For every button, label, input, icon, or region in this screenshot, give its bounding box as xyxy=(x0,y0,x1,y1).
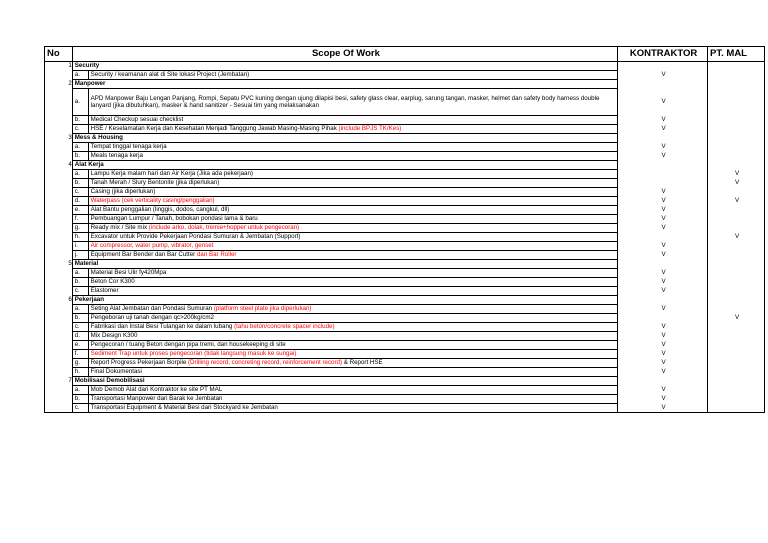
item-description xyxy=(88,179,617,188)
item-row xyxy=(45,368,765,377)
item-row xyxy=(45,188,765,197)
item-description xyxy=(88,152,617,161)
item-text: Meals tenaga kerja xyxy=(90,152,143,159)
item-text: Pembuangan Lumpur / Tanah, bobokan pondasi lama & baru xyxy=(90,215,258,222)
item-number-cell xyxy=(45,170,73,179)
kontraktor-check: V xyxy=(618,242,708,251)
item-row xyxy=(45,287,765,296)
item-description xyxy=(88,197,617,206)
item-row xyxy=(45,242,765,251)
section-row xyxy=(45,296,765,305)
item-row xyxy=(45,350,765,359)
ptmal-check xyxy=(708,251,765,260)
item-row xyxy=(45,170,765,179)
kontraktor-check: V xyxy=(618,395,708,404)
item-text: APD Manpower Baju Lengan Panjang, Rompi, Sepatu PVC kuning dengan ujung dilapisi besi, safety glass clear, earplug, sarung tangan, masker, helmet dan safety body harness double lanyard (jika dibutuhkan), masker & hand sanitizer - Sesuai tim yang melaksanakan xyxy=(90,94,600,109)
item-red-note: (Drilling record, concreting record, reinforcement record) xyxy=(188,359,343,366)
item-letter: j. xyxy=(72,251,88,260)
item-letter: h. xyxy=(72,233,88,242)
item-number-cell xyxy=(45,152,73,161)
kontraktor-check: V xyxy=(618,215,708,224)
item-description xyxy=(88,71,617,80)
kontraktor-cell xyxy=(618,62,708,71)
item-number-cell xyxy=(45,188,73,197)
item-letter: b. xyxy=(72,179,88,188)
item-letter: d. xyxy=(72,197,88,206)
section-row xyxy=(45,260,765,269)
section-row xyxy=(45,377,765,386)
section-row xyxy=(45,80,765,89)
ptmal-check xyxy=(708,242,765,251)
ptmal-check xyxy=(708,341,765,350)
item-row xyxy=(45,197,765,206)
item-description xyxy=(88,341,617,350)
item-letter: e. xyxy=(72,341,88,350)
ptmal-check: V xyxy=(708,314,765,323)
section-number: 7 xyxy=(45,377,73,386)
item-description xyxy=(88,125,617,134)
ptmal-cell xyxy=(708,377,765,386)
item-text: Mix Design K300 xyxy=(90,332,138,339)
item-description xyxy=(88,395,617,404)
item-letter: b. xyxy=(72,116,88,125)
item-number-cell xyxy=(45,242,73,251)
item-red-note: Waterpass (cek verticality casing/penggalian) xyxy=(90,197,215,204)
item-letter: a. xyxy=(72,71,88,80)
item-row xyxy=(45,116,765,125)
section-row xyxy=(45,161,765,170)
item-text: Equipment Bar Bender dan Bar Cutter xyxy=(90,251,197,258)
item-letter: b. xyxy=(72,395,88,404)
item-row xyxy=(45,359,765,368)
section-title: Mobilisasi Demobilisasi xyxy=(72,377,617,386)
item-text: Report Progress Pekerjaan Borpile xyxy=(90,359,188,366)
item-number-cell xyxy=(45,404,73,413)
item-description xyxy=(88,251,617,260)
item-description xyxy=(88,170,617,179)
kontraktor-check: V xyxy=(618,341,708,350)
item-red-note: (tahu beton/concrete spacer include) xyxy=(234,323,335,330)
item-text: Transportasi Equipment & Material Besi dari Stockyard ke Jembatan xyxy=(90,404,278,411)
ptmal-check xyxy=(708,152,765,161)
item-description xyxy=(88,143,617,152)
item-letter: g. xyxy=(72,359,88,368)
item-row xyxy=(45,125,765,134)
kontraktor-cell xyxy=(618,134,708,143)
item-number-cell xyxy=(45,386,73,395)
item-number-cell xyxy=(45,341,73,350)
item-number-cell xyxy=(45,314,73,323)
item-number-cell xyxy=(45,251,73,260)
ptmal-check xyxy=(708,404,765,413)
kontraktor-check: V xyxy=(618,323,708,332)
ptmal-cell xyxy=(708,161,765,170)
ptmal-check xyxy=(708,206,765,215)
item-description xyxy=(88,332,617,341)
item-letter: a. xyxy=(72,143,88,152)
ptmal-cell xyxy=(708,260,765,269)
item-letter: d. xyxy=(72,332,88,341)
item-text: Fabrikasi dan Instal Besi Tulangan ke dalam lubang xyxy=(90,323,235,330)
section-title: Pekerjaan xyxy=(72,296,617,305)
ptmal-check xyxy=(708,395,765,404)
item-description xyxy=(88,242,617,251)
item-letter: b. xyxy=(72,152,88,161)
item-number-cell xyxy=(45,116,73,125)
item-red-note: (include arko, dolak, tremie+hopper untuk pengecoran) xyxy=(148,224,300,231)
item-text: Material Besi Ulir fy420Mpa xyxy=(90,269,167,276)
item-letter: f. xyxy=(72,215,88,224)
section-number: 4 xyxy=(45,161,73,170)
ptmal-check: V xyxy=(708,179,765,188)
item-row xyxy=(45,269,765,278)
item-number-cell xyxy=(45,395,73,404)
ptmal-check xyxy=(708,368,765,377)
kontraktor-check: V xyxy=(618,89,708,116)
ptmal-check: V xyxy=(708,233,765,242)
kontraktor-cell xyxy=(618,161,708,170)
item-description xyxy=(88,386,617,395)
item-description xyxy=(88,314,617,323)
kontraktor-check: V xyxy=(618,287,708,296)
item-description xyxy=(88,206,617,215)
item-description xyxy=(88,350,617,359)
item-number-cell xyxy=(45,233,73,242)
section-number: 3 xyxy=(45,134,73,143)
kontraktor-check: V xyxy=(618,386,708,395)
kontraktor-cell xyxy=(618,377,708,386)
item-number-cell xyxy=(45,71,73,80)
item-letter: c. xyxy=(72,287,88,296)
item-number-cell xyxy=(45,332,73,341)
item-letter: c. xyxy=(72,188,88,197)
ptmal-check xyxy=(708,359,765,368)
item-text: Medical Checkup sesuai checklist xyxy=(90,116,184,123)
table-body xyxy=(45,62,765,413)
item-letter: c. xyxy=(72,323,88,332)
scope-of-work-table xyxy=(44,46,765,413)
kontraktor-check xyxy=(618,233,708,242)
kontraktor-check: V xyxy=(618,278,708,287)
item-text: Excavator untuk Provide Pekerjaan Pondasi Sumuran & Jembatan (Support) xyxy=(90,233,301,240)
ptmal-check xyxy=(708,287,765,296)
item-number-cell xyxy=(45,206,73,215)
item-letter: a. xyxy=(72,170,88,179)
item-text: Final Dokumentasi xyxy=(90,368,142,375)
item-description xyxy=(88,359,617,368)
ptmal-check xyxy=(708,305,765,314)
item-number-cell xyxy=(45,287,73,296)
item-number-cell xyxy=(45,323,73,332)
item-number-cell xyxy=(45,368,73,377)
kontraktor-check xyxy=(618,179,708,188)
kontraktor-check: V xyxy=(618,359,708,368)
item-letter: h. xyxy=(72,368,88,377)
ptmal-check xyxy=(708,332,765,341)
item-number-cell xyxy=(45,179,73,188)
item-text: Casing (jika diperlukan) xyxy=(90,188,156,195)
item-description xyxy=(88,278,617,287)
item-letter: c. xyxy=(72,125,88,134)
item-description xyxy=(88,269,617,278)
ptmal-check xyxy=(708,278,765,287)
ptmal-check xyxy=(708,89,765,116)
kontraktor-cell xyxy=(618,296,708,305)
item-description xyxy=(88,287,617,296)
item-description xyxy=(88,224,617,233)
item-red-note: dan Bar Roller xyxy=(196,251,237,258)
item-text: Lampu Kerja malam hari dan Air Kerja (Jika ada pekerjaan) xyxy=(90,170,253,177)
item-text-suffix: & Report HSE xyxy=(342,359,383,366)
ptmal-check xyxy=(708,143,765,152)
ptmal-check: V xyxy=(708,197,765,206)
kontraktor-check: V xyxy=(618,125,708,134)
kontraktor-check xyxy=(618,314,708,323)
item-letter: a. xyxy=(72,305,88,314)
item-description xyxy=(88,116,617,125)
section-title: Alat Kerja xyxy=(72,161,617,170)
kontraktor-check: V xyxy=(618,251,708,260)
item-letter: i. xyxy=(72,242,88,251)
item-text: Pengeboran uji tanah dengan qc>200kg/cm2 xyxy=(90,314,214,321)
item-number-cell xyxy=(45,305,73,314)
item-row xyxy=(45,233,765,242)
item-red-note: (platform steel plate jika diperlukan) xyxy=(213,305,312,312)
item-letter: a. xyxy=(72,386,88,395)
item-number-cell xyxy=(45,125,73,134)
ptmal-check xyxy=(708,323,765,332)
item-text: Tempat tinggal tenaga kerja xyxy=(90,143,167,150)
item-red-note: Sediment Trap untuk proses pengecoran (tidak langsung masuk ke sungai) xyxy=(90,350,297,357)
kontraktor-check: V xyxy=(618,404,708,413)
ptmal-cell xyxy=(708,134,765,143)
ptmal-cell xyxy=(708,296,765,305)
ptmal-check xyxy=(708,71,765,80)
item-row xyxy=(45,395,765,404)
kontraktor-check: V xyxy=(618,269,708,278)
item-number-cell xyxy=(45,215,73,224)
section-number: 2 xyxy=(45,80,73,89)
item-description xyxy=(88,404,617,413)
item-text: Beton Cor K300 xyxy=(90,278,135,285)
item-row xyxy=(45,404,765,413)
item-description xyxy=(88,368,617,377)
section-row xyxy=(45,62,765,71)
header-kontraktor: KONTRAKTOR xyxy=(618,47,708,62)
item-row xyxy=(45,314,765,323)
item-row xyxy=(45,152,765,161)
item-number-cell xyxy=(45,143,73,152)
ptmal-cell xyxy=(708,62,765,71)
item-red-note: Air compressor, water pump, vibrator, genset xyxy=(90,242,214,249)
kontraktor-check: V xyxy=(618,350,708,359)
item-number-cell xyxy=(45,359,73,368)
table-header-row xyxy=(45,47,765,62)
ptmal-check xyxy=(708,350,765,359)
header-scope-of-work: Scope Of Work xyxy=(72,47,617,62)
item-letter: g. xyxy=(72,224,88,233)
kontraktor-check: V xyxy=(618,332,708,341)
kontraktor-check: V xyxy=(618,143,708,152)
item-text: Pengecoran / tuang Beton dengan pipa tremi, dan housekeeping di site xyxy=(90,341,286,348)
section-number: 1 xyxy=(45,62,73,71)
kontraktor-check: V xyxy=(618,206,708,215)
item-text: Elastomer xyxy=(90,287,119,294)
item-row xyxy=(45,323,765,332)
item-description xyxy=(88,188,617,197)
item-row xyxy=(45,71,765,80)
kontraktor-check: V xyxy=(618,188,708,197)
ptmal-check xyxy=(708,215,765,224)
item-row xyxy=(45,341,765,350)
section-title: Security xyxy=(72,62,617,71)
section-number: 5 xyxy=(45,260,73,269)
kontraktor-check: V xyxy=(618,224,708,233)
item-letter: f. xyxy=(72,350,88,359)
section-row xyxy=(45,134,765,143)
item-text: Tanah Merah / Slury Bentonite (jika diperlukan) xyxy=(90,179,220,186)
kontraktor-check: V xyxy=(618,152,708,161)
item-description xyxy=(88,305,617,314)
item-text: Alat Bantu penggalian (linggis, dodos, cangkul, dll) xyxy=(90,206,230,213)
section-number: 6 xyxy=(45,296,73,305)
ptmal-check xyxy=(708,188,765,197)
item-letter: b. xyxy=(72,278,88,287)
ptmal-cell xyxy=(708,80,765,89)
item-text: Mob Demob Alat dari Kontraktor ke site PT MAL xyxy=(90,386,223,393)
item-row xyxy=(45,278,765,287)
item-description xyxy=(88,89,617,116)
item-row xyxy=(45,215,765,224)
item-number-cell xyxy=(45,350,73,359)
item-number-cell xyxy=(45,269,73,278)
item-row xyxy=(45,89,765,116)
item-letter: e. xyxy=(72,206,88,215)
item-row xyxy=(45,206,765,215)
kontraktor-check: V xyxy=(618,305,708,314)
item-row xyxy=(45,179,765,188)
ptmal-check xyxy=(708,224,765,233)
item-row xyxy=(45,224,765,233)
item-number-cell xyxy=(45,197,73,206)
kontraktor-check: V xyxy=(618,368,708,377)
item-description xyxy=(88,323,617,332)
kontraktor-cell xyxy=(618,260,708,269)
ptmal-check xyxy=(708,269,765,278)
header-no: No xyxy=(45,47,73,62)
item-letter: c. xyxy=(72,404,88,413)
item-description xyxy=(88,215,617,224)
item-row xyxy=(45,143,765,152)
kontraktor-check xyxy=(618,170,708,179)
item-text: Ready mix / Site mix xyxy=(90,224,149,231)
kontraktor-check: V xyxy=(618,71,708,80)
item-number-cell xyxy=(45,278,73,287)
ptmal-check xyxy=(708,125,765,134)
item-row xyxy=(45,305,765,314)
item-letter: a. xyxy=(72,269,88,278)
item-number-cell xyxy=(45,89,73,116)
kontraktor-cell xyxy=(618,80,708,89)
header-pt-mal: PT. MAL xyxy=(708,47,765,62)
item-row xyxy=(45,251,765,260)
item-description xyxy=(88,233,617,242)
kontraktor-check: V xyxy=(618,116,708,125)
ptmal-check xyxy=(708,386,765,395)
section-title: Mess & Housing xyxy=(72,134,617,143)
ptmal-check: V xyxy=(708,170,765,179)
ptmal-check xyxy=(708,116,765,125)
item-text: HSE / Keselamatan Kerja dan Kesehatan Menjadi Tanggung Jawab Masing-Masing Pihak xyxy=(90,125,339,132)
item-red-note: (include BPJS TK/Kes) xyxy=(338,125,402,132)
item-letter: a. xyxy=(72,89,88,116)
section-title: Material xyxy=(72,260,617,269)
section-title: Manpower xyxy=(72,80,617,89)
item-number-cell xyxy=(45,224,73,233)
item-row xyxy=(45,386,765,395)
item-letter: b. xyxy=(72,314,88,323)
item-row xyxy=(45,332,765,341)
item-text: Seting Alat Jembatan dan Pondasi Sumuran xyxy=(90,305,214,312)
item-text: Security / keamanan alat di Site lokasi Project (Jembatan) xyxy=(90,71,250,78)
kontraktor-check: V xyxy=(618,197,708,206)
item-text: Transportasi Manpower dari Barak ke Jembatan xyxy=(90,395,223,402)
